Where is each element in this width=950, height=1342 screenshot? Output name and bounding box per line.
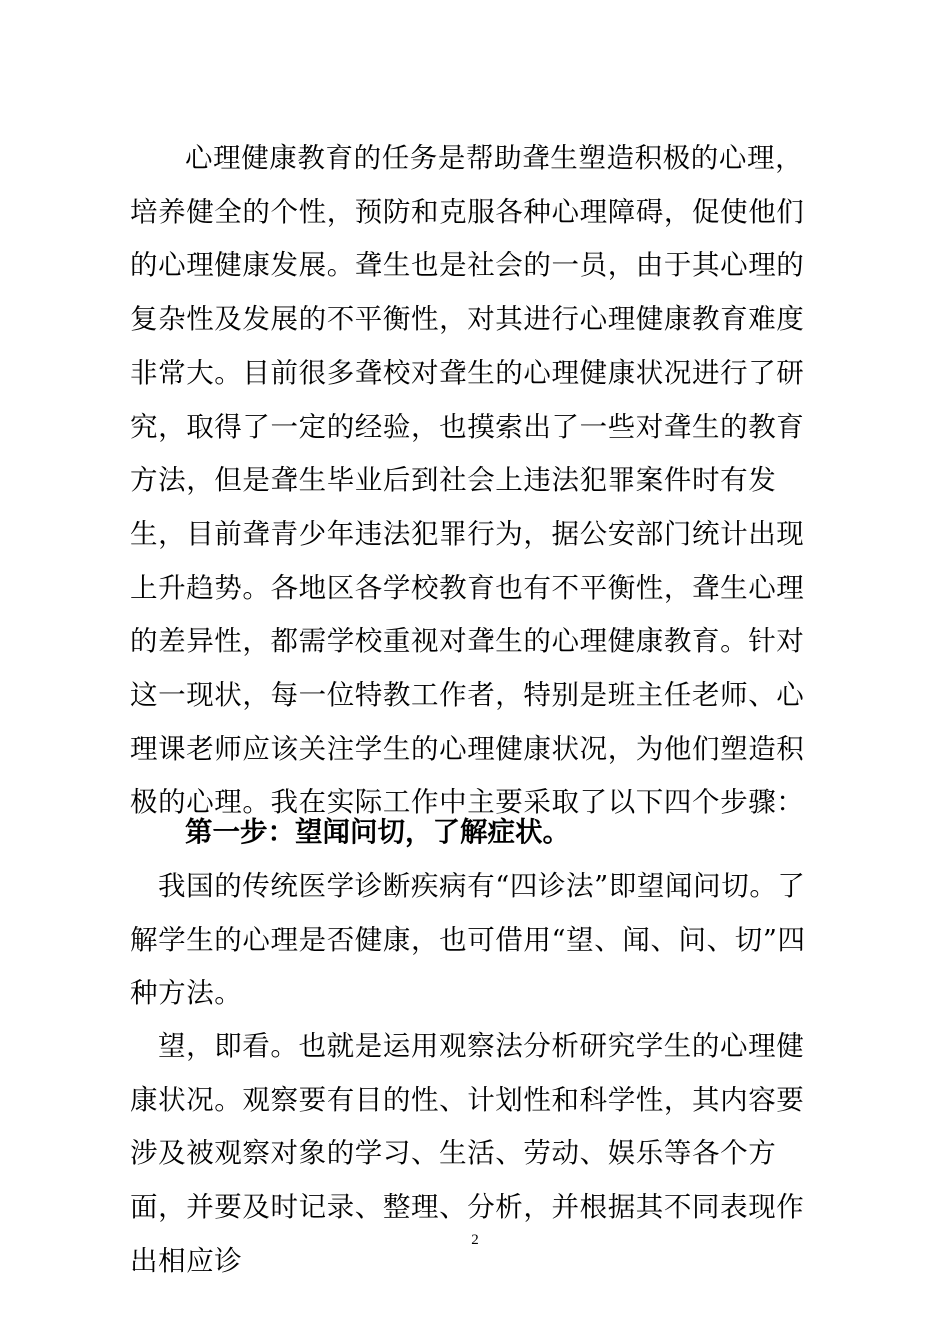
section-heading-step-1: 第一步：望闻问切，了解症状。 — [185, 816, 570, 848]
body-paragraph-observation: 望，即看。也就是运用观察法分析研究学生的心理健康状况。观察要有目的性、计划性和科学性，其内容要涉及被观察对象的学习、生活、劳动、娱乐等各个方面，并要及时记录、整理、分析，并根据其不同表现作出相应诊 — [130, 1030, 805, 1277]
page-number: 2 — [471, 1232, 479, 1248]
body-paragraph-four-methods: 我国的传统医学诊断疾病有“四诊法”即望闻问切。了解学生的心理是否健康，也可借用“望、闻、问、切”四种方法。 — [130, 870, 806, 1010]
body-paragraph-intro: 心理健康教育的任务是帮助聋生塑造积极的心理，培养健全的个性，预防和克服各种心理障碍，促使他们的心理健康发展。聋生也是社会的一员，由于其心理的复杂性及发展的不平衡性，对其进行心理健康教育难度非常大。目前很多聋校对聋生的心理健康状况进行了研究，取得了一定的经验，也摸索出了一些对聋生的教育方法，但是聋生毕业后到社会上违法犯罪案件时有发生，目前聋青少年违法犯罪行为，据公安部门统计出现上升趋势。各地区各学校教育也有不平衡性，聋生心理的差异性，都需学校重视对聋生的心理健康教育。针对这一现状，每一位特教工作者，特别是班主任老师、心理课老师应该关注学生的心理健康状况，为他们塑造积极的心理。我在实际工作中主要采取了以下四个步骤： — [130, 142, 805, 819]
